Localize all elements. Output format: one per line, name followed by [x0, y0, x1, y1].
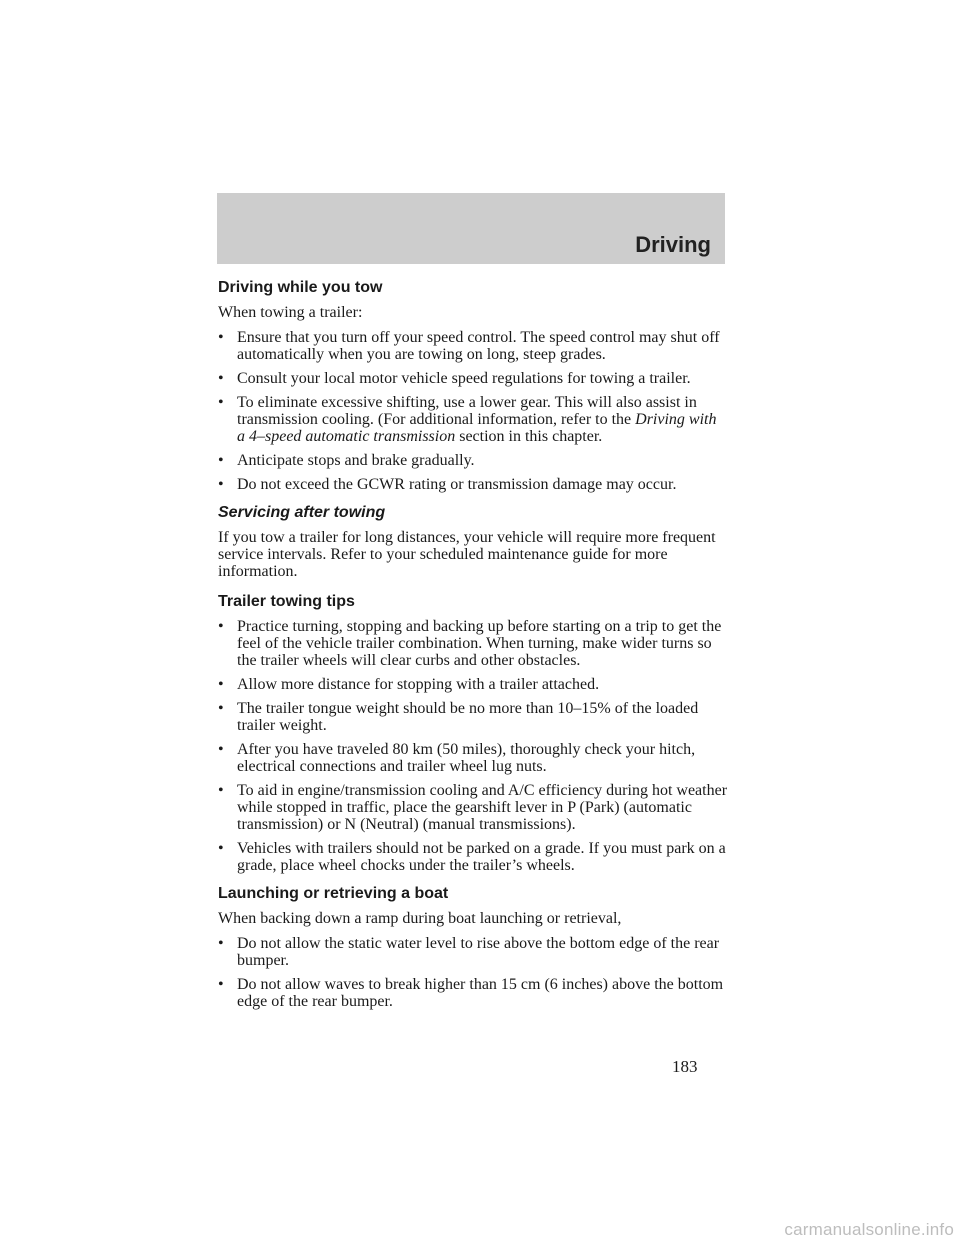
- list-item: • To aid in engine/transmission cooling and A/C efficiency during hot weather while stopped in traffic, place the gearshift lever in P (Park) (automatic transmission) or N (Neutral) (manual transmissions).: [218, 782, 728, 833]
- list-item: • Vehicles with trailers should not be parked on a grade. If you must park on a grade, place wheel chocks under the trailer’s wheels.: [218, 840, 726, 874]
- list-item: • To eliminate excessive shifting, use a lower gear. This will also assist in transmission cooling. (For additional information, refer to the Driving with a 4–speed automatic transmission section in this chapter.: [218, 394, 717, 445]
- section-heading: Launching or retrieving a boat: [218, 885, 449, 902]
- bullet-list: [218, 935, 728, 1010]
- list-item: • Ensure that you turn off your speed control. The speed control may shut off automatically when you are towing on long, steep grades.: [218, 329, 720, 363]
- list-item: • After you have traveled 80 km (50 miles), thoroughly check your hitch, electrical connections and trailer wheel lug nuts.: [218, 741, 696, 775]
- section-heading: Servicing after towing: [218, 504, 386, 521]
- section-intro: When backing down a ramp during boat launching or retrieval,: [218, 910, 622, 927]
- page-content: [218, 278, 728, 1020]
- section-servicing-after-towing: [218, 503, 728, 580]
- bullet-icon: •: [218, 840, 224, 857]
- section-paragraph: If you tow a trailer for long distances, your vehicle will require more frequent service intervals. Refer to your scheduled maintenance guide for more information.: [218, 529, 716, 580]
- section-heading: Trailer towing tips: [218, 593, 355, 610]
- chapter-title: Driving: [635, 232, 711, 257]
- list-item: • Consult your local motor vehicle speed regulations for towing a trailer.: [218, 370, 691, 387]
- list-item: • Do not allow waves to break higher than 15 cm (6 inches) above the bottom edge of the rear bumper.: [218, 976, 724, 1010]
- section-driving-while-tow: [218, 278, 728, 493]
- bullet-icon: •: [218, 476, 224, 493]
- list-item: • Allow more distance for stopping with a trailer attached.: [218, 676, 600, 693]
- bullet-icon: •: [218, 976, 224, 993]
- section-heading: Driving while you tow: [218, 279, 383, 296]
- bullet-icon: •: [218, 741, 224, 758]
- bullet-icon: •: [218, 370, 224, 387]
- bullet-list: [218, 618, 728, 874]
- bullet-icon: •: [218, 329, 224, 346]
- list-item: • Do not allow the static water level to rise above the bottom edge of the rear bumper.: [218, 935, 720, 969]
- list-item: • Anticipate stops and brake gradually.: [218, 452, 475, 469]
- bullet-icon: •: [218, 394, 224, 411]
- cross-reference: Driving with a 4–speed automatic transmission: [237, 411, 717, 445]
- bullet-icon: •: [218, 935, 224, 952]
- section-intro: When towing a trailer:: [218, 304, 363, 321]
- bullet-icon: •: [218, 700, 224, 717]
- bullet-icon: •: [218, 618, 224, 635]
- bullet-list: [218, 329, 728, 493]
- section-launching-retrieving-boat: [218, 884, 728, 1010]
- bullet-icon: •: [218, 452, 224, 469]
- list-item: • The trailer tongue weight should be no more than 10–15% of the loaded trailer weight.: [218, 700, 699, 734]
- bullet-icon: •: [218, 782, 224, 799]
- list-item: • Practice turning, stopping and backing up before starting on a trip to get the feel of the vehicle trailer combination. When turning, make wider turns so the trailer wheels will clear curbs and other obstacles.: [218, 618, 722, 669]
- list-item: • Do not exceed the GCWR rating or transmission damage may occur.: [218, 476, 677, 493]
- page-number: 183: [672, 1057, 698, 1076]
- chapter-header-band: [217, 193, 725, 264]
- watermark: carmanualsonline.info: [784, 1220, 954, 1239]
- section-trailer-towing-tips: [218, 592, 728, 874]
- bullet-icon: •: [218, 676, 224, 693]
